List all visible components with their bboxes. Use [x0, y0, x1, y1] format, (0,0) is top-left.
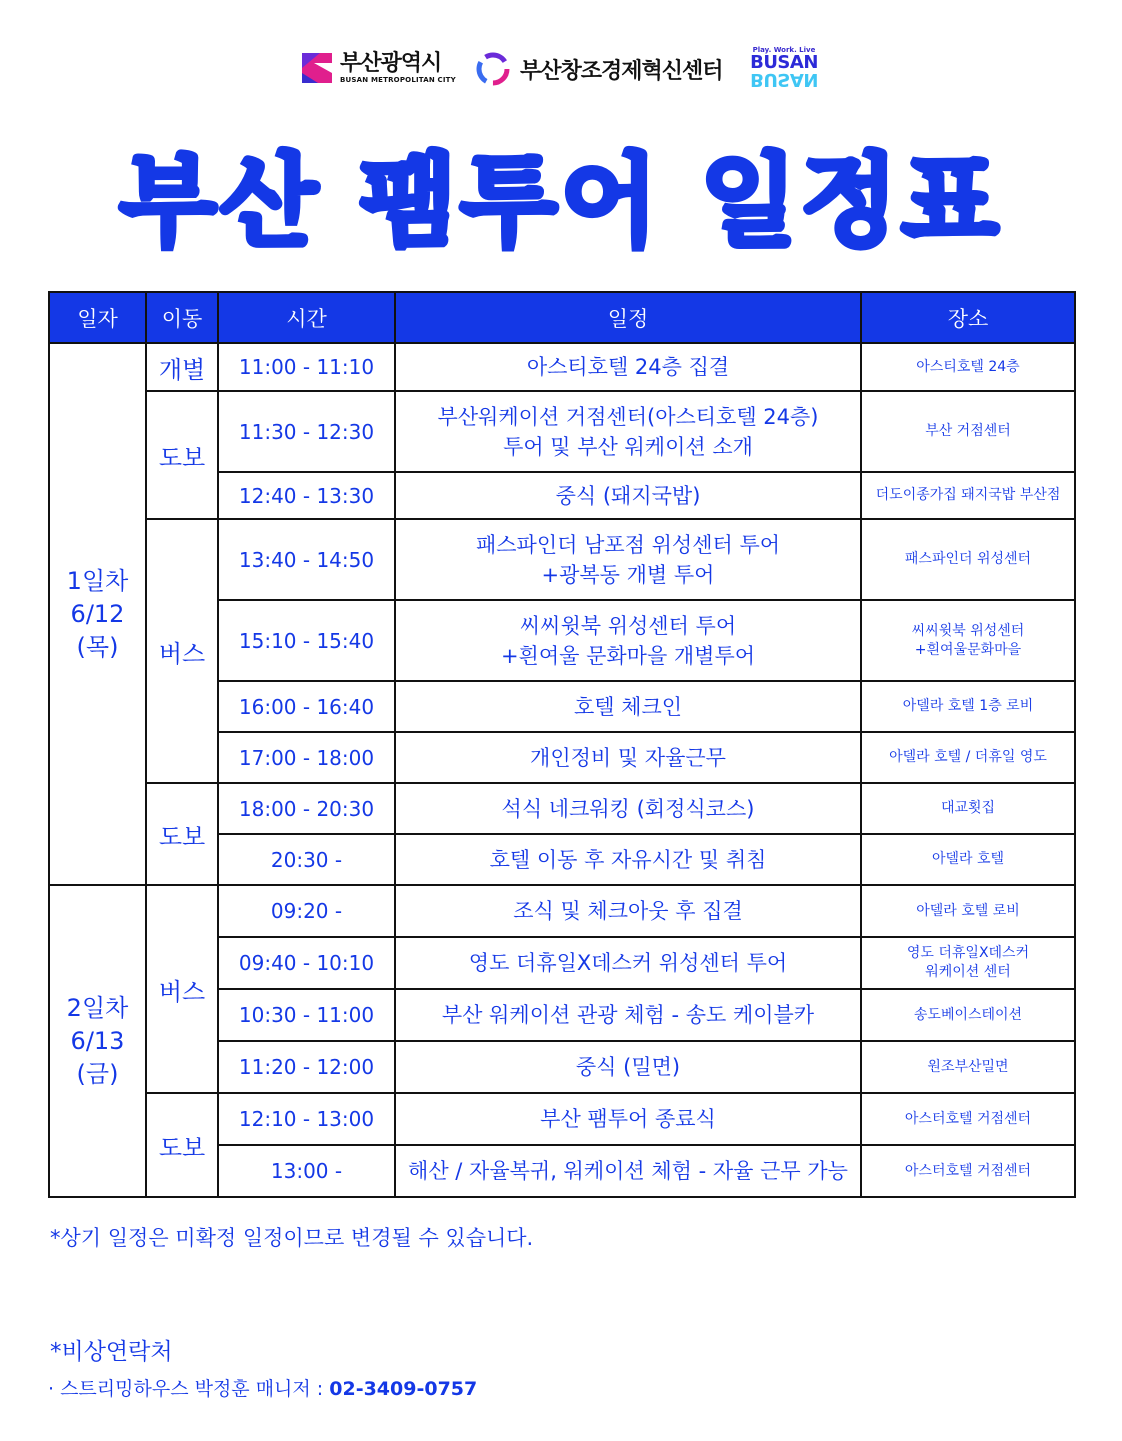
time-cell: 12:40 - 13:30 — [218, 472, 395, 519]
move-cell: 도보 — [146, 391, 218, 519]
busan-city-mark-icon — [300, 51, 334, 85]
schedule-note: *상기 일정은 미확정 일정이므로 변경될 수 있습니다. — [50, 1226, 534, 1250]
schedule-cell: 호텔 체크인 — [395, 681, 861, 732]
emergency-contact-label: · 스트리밍하우스 박정훈 매니저 : — [48, 1378, 330, 1400]
place-cell: 아델라 호텔 1층 로비 — [861, 681, 1075, 732]
time-cell: 16:00 - 16:40 — [218, 681, 395, 732]
time-cell: 13:40 - 14:50 — [218, 519, 395, 600]
header-place: 장소 — [861, 292, 1075, 343]
time-cell: 10:30 - 11:00 — [218, 989, 395, 1041]
place-cell: 더도이종가집 돼지국밥 부산점 — [861, 472, 1075, 519]
schedule-cell: 조식 및 체크아웃 후 집결 — [395, 885, 861, 937]
move-cell: 버스 — [146, 519, 218, 783]
time-cell: 11:30 - 12:30 — [218, 391, 395, 472]
schedule-cell: 석식 네크워킹 (회정식코스) — [395, 783, 861, 834]
place-cell: 아스터호텔 거점센터 — [861, 1093, 1075, 1145]
place-cell: 원조부산밀면 — [861, 1041, 1075, 1093]
schedule-cell: 부산 워케이션 관광 체험 - 송도 케이블카 — [395, 989, 861, 1041]
schedule-cell: 중식 (밀면) — [395, 1041, 861, 1093]
time-cell: 09:40 - 10:10 — [218, 937, 395, 989]
schedule-cell: 개인정비 및 자율근무 — [395, 732, 861, 783]
table-row — [49, 519, 1075, 600]
busan-city-name: 부산광역시 — [340, 51, 442, 76]
pwl-tagline: Play. Work. Live — [752, 46, 816, 54]
time-cell: 17:00 - 18:00 — [218, 732, 395, 783]
time-cell: 11:00 - 11:10 — [218, 343, 395, 391]
place-cell: 패스파인더 위성센터 — [861, 519, 1075, 600]
schedule-cell: 부산 팸투어 종료식 — [395, 1093, 861, 1145]
place-cell: 아델라 호텔 / 더휴일 영도 — [861, 732, 1075, 783]
move-cell: 도보 — [146, 783, 218, 885]
busan-city-logo — [300, 51, 456, 85]
schedule-cell: 씨씨윗북 위성센터 투어 +흰여울 문화마을 개별투어 — [395, 600, 861, 681]
schedule-cell: 중식 (돼지국밥) — [395, 472, 861, 519]
table-row — [49, 391, 1075, 472]
place-cell: 부산 거점센터 — [861, 391, 1075, 472]
schedule-cell: 아스티호텔 24층 집결 — [395, 343, 861, 391]
page-title: 부산 팸투어 일정표 — [119, 143, 1003, 260]
pwl-word-mirror: BUSAN — [750, 69, 818, 90]
table-row — [49, 343, 1075, 391]
schedule-cell: 영도 더휴일X데스커 위성센터 투어 — [395, 937, 861, 989]
time-cell: 09:20 - — [218, 885, 395, 937]
header-day: 일자 — [49, 292, 146, 343]
play-work-live-logo — [744, 46, 824, 96]
schedule-cell: 해산 / 자율복귀, 워케이션 체험 - 자율 근무 가능 — [395, 1145, 861, 1197]
time-cell: 12:10 - 13:00 — [218, 1093, 395, 1145]
place-cell: 송도베이스테이션 — [861, 989, 1075, 1041]
busan-city-name-en: BUSAN METROPOLITAN CITY — [340, 76, 456, 84]
move-cell: 도보 — [146, 1093, 218, 1197]
table-row — [49, 885, 1075, 937]
cce-logo — [474, 50, 723, 88]
place-cell: 아스터호텔 거점센터 — [861, 1145, 1075, 1197]
time-cell: 11:20 - 12:00 — [218, 1041, 395, 1093]
header-time: 시간 — [218, 292, 395, 343]
time-cell: 18:00 - 20:30 — [218, 783, 395, 834]
header-schedule: 일정 — [395, 292, 861, 343]
table-row — [49, 783, 1075, 834]
cce-ring-icon — [474, 50, 512, 88]
schedule-cell: 호텔 이동 후 자유시간 및 취침 — [395, 834, 861, 885]
table-header-row — [49, 292, 1075, 343]
emergency-contact-line — [48, 1374, 477, 1401]
schedule-table — [48, 291, 1076, 1198]
pwl-word: BUSAN — [750, 52, 818, 73]
header-move: 이동 — [146, 292, 218, 343]
place-cell: 아델라 호텔 — [861, 834, 1075, 885]
emergency-contact-title: *비상연락처 — [50, 1339, 173, 1365]
time-cell: 15:10 - 15:40 — [218, 600, 395, 681]
place-cell: 영도 더휴일X데스커 워케이션 센터 — [861, 937, 1075, 989]
schedule-cell: 부산워케이션 거점센터(아스티호텔 24층) 투어 및 부산 워케이션 소개 — [395, 391, 861, 472]
place-cell: 아델라 호텔 로비 — [861, 885, 1075, 937]
place-cell: 대교횟집 — [861, 783, 1075, 834]
move-cell: 버스 — [146, 885, 218, 1093]
place-cell: 아스티호텔 24층 — [861, 343, 1075, 391]
day-cell-1: 1일차 6/12 (목) — [49, 343, 146, 885]
move-cell: 개별 — [146, 343, 218, 391]
place-cell: 씨씨윗북 위성센터 +흰여울문화마을 — [861, 600, 1075, 681]
time-cell: 20:30 - — [218, 834, 395, 885]
time-cell: 13:00 - — [218, 1145, 395, 1197]
schedule-cell: 패스파인더 남포점 위성센터 투어 +광복동 개별 투어 — [395, 519, 861, 600]
table-row — [49, 1093, 1075, 1145]
emergency-phone: 02-3409-0757 — [329, 1378, 478, 1400]
cce-name: 부산창조경제혁신센터 — [520, 58, 723, 84]
logo-bar — [0, 46, 1122, 98]
day-cell-2: 2일차 6/13 (금) — [49, 885, 146, 1197]
